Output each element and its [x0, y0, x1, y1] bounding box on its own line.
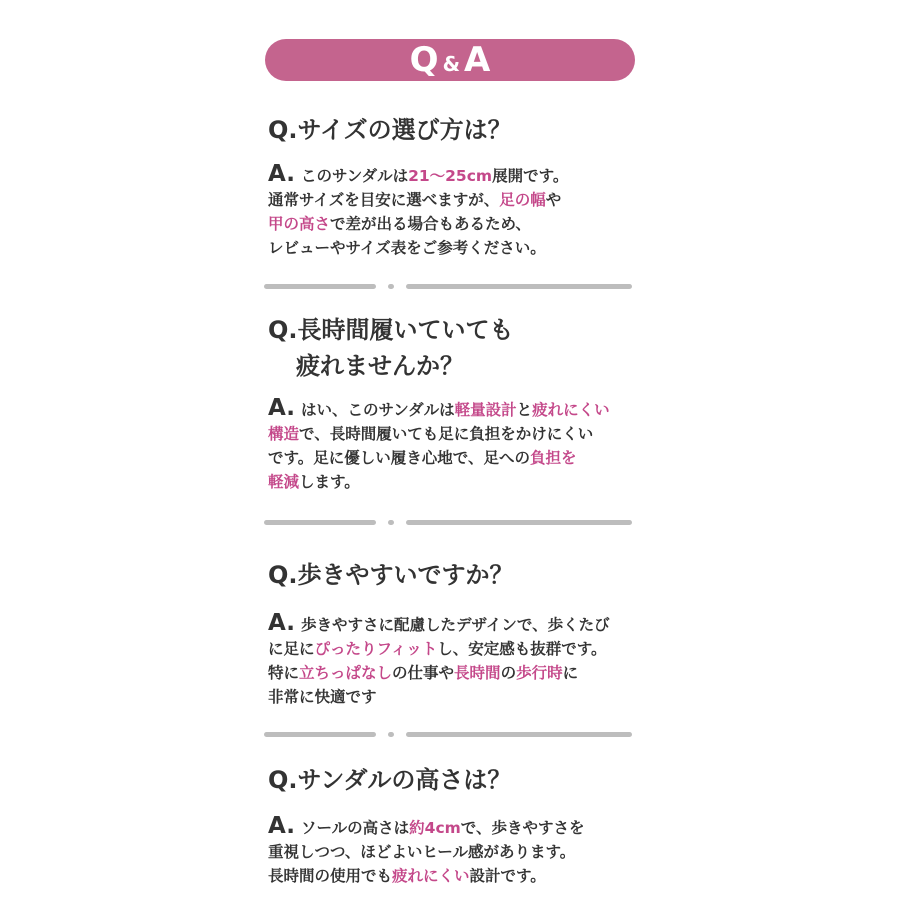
- answer-line: [268, 814, 648, 840]
- answer-mark: A.: [268, 395, 295, 421]
- question-line: Q.長時間履いていても: [268, 316, 514, 344]
- answer-line: [268, 446, 648, 470]
- answer-line: [268, 422, 648, 446]
- answer-walkability: [268, 611, 648, 709]
- answer-text: で、歩きやすさを: [460, 819, 585, 837]
- answer-height: [268, 814, 648, 888]
- answer-text: 通常サイズを目安に選べますが、: [268, 191, 500, 209]
- answer-line: [268, 685, 648, 709]
- answer-line: [268, 637, 648, 661]
- answer-line: [268, 188, 648, 212]
- answer-text: レビューやサイズ表をご参考ください。: [268, 239, 546, 257]
- answer-size: [268, 162, 648, 260]
- answer-text: ソールの高さは: [300, 819, 410, 837]
- qa-item-fatigue: [268, 312, 648, 494]
- question-height: [268, 762, 648, 798]
- header-a: A: [464, 40, 491, 80]
- answer-line: [268, 236, 648, 260]
- header-q: Q: [409, 40, 439, 80]
- highlight-text: 約4cm: [409, 819, 461, 837]
- highlight-text: 疲れにくい: [532, 401, 610, 419]
- answer-mark: A.: [268, 161, 295, 187]
- highlight-text: 足の幅: [499, 191, 546, 209]
- highlight-text: 構造: [268, 425, 300, 443]
- answer-text: の仕事や: [392, 664, 455, 682]
- divider: [264, 284, 632, 290]
- highlight-text: 21〜25cm: [408, 167, 493, 185]
- question-line: Q.サンダルの高さは？: [268, 766, 512, 794]
- answer-text: の: [500, 664, 517, 682]
- answer-text: に足に: [268, 640, 315, 658]
- highlight-text: 立ちっぱなし: [299, 664, 393, 682]
- answer-text: し、安定感も抜群です。: [437, 640, 607, 658]
- answer-line: [268, 840, 648, 864]
- highlight-text: 軽減: [268, 473, 300, 491]
- divider: [264, 520, 632, 526]
- answer-line: [268, 611, 648, 637]
- answer-text: 重視しつつ、ほどよいヒール感があります。: [268, 843, 576, 861]
- question-line: Q.歩きやすいですか？: [268, 561, 514, 589]
- answer-text: します。: [299, 473, 360, 491]
- answer-line: [268, 212, 648, 236]
- answer-text: 特に: [268, 664, 300, 682]
- highlight-text: ぴったりフィット: [314, 640, 438, 658]
- question-walkability: [268, 557, 648, 593]
- header-ampersand: &: [442, 52, 461, 76]
- answer-text: で、長時間履いても足に負担をかけにくい: [299, 425, 594, 443]
- qa-item-size: [268, 112, 648, 260]
- question-line: 疲れませんか？: [296, 352, 464, 380]
- answer-text: 歩きやすさに配慮したデザインで、歩くたび: [300, 616, 610, 634]
- answer-text: 設計です。: [469, 867, 546, 885]
- answer-text: はい、このサンダルは: [300, 401, 455, 419]
- answer-line: [268, 396, 648, 422]
- answer-mark: A.: [268, 813, 295, 839]
- answer-mark: A.: [268, 610, 295, 636]
- divider: [264, 732, 632, 738]
- question-size: [268, 112, 648, 148]
- answer-text: や: [545, 191, 562, 209]
- answer-text: と: [516, 401, 533, 419]
- answer-line: [268, 864, 648, 888]
- answer-text: 非常に快適です: [268, 688, 377, 706]
- answer-line: [268, 162, 648, 188]
- highlight-text: 長時間: [454, 664, 501, 682]
- qa-item-height: [268, 762, 648, 888]
- question-fatigue: [268, 312, 648, 384]
- highlight-text: 疲れにくい: [392, 867, 470, 885]
- answer-line: [268, 470, 648, 494]
- answer-text: に: [562, 664, 579, 682]
- question-line: Q.サイズの選び方は？: [268, 116, 512, 144]
- answer-line: [268, 661, 648, 685]
- qa-item-walkability: [268, 557, 648, 709]
- answer-text: 展開です。: [492, 167, 569, 185]
- highlight-text: 歩行時: [516, 664, 563, 682]
- answer-text: で差が出る場合もあるため、: [330, 215, 531, 233]
- answer-fatigue: [268, 396, 648, 494]
- answer-text: 長時間の使用でも: [268, 867, 393, 885]
- highlight-text: 軽量設計: [454, 401, 517, 419]
- answer-text: このサンダルは: [300, 167, 409, 185]
- highlight-text: 甲の高さ: [268, 215, 331, 233]
- answer-text: です。足に優しい履き心地で、足への: [268, 449, 530, 467]
- qa-header-banner: [265, 39, 635, 81]
- highlight-text: 負担を: [529, 449, 577, 467]
